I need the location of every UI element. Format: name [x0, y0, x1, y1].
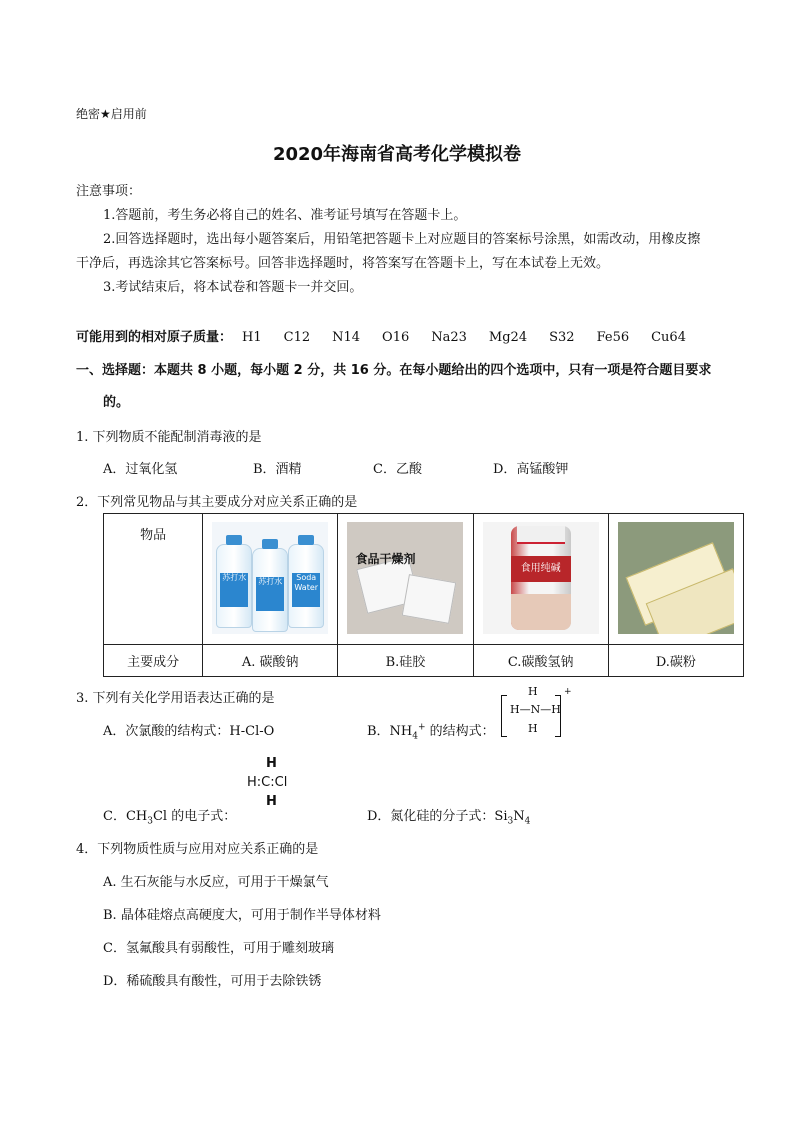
item-cell-d: [608, 514, 743, 645]
item-cell-a: [203, 514, 338, 645]
component-a: A. 碳酸钠: [203, 645, 338, 677]
q1-option-b: B．酒精: [253, 462, 302, 477]
component-b: B.硅胶: [338, 645, 473, 677]
desiccant-photo: [347, 522, 463, 634]
note-item-3: 3.考试结束后，将本试卷和答题卡一并交回。: [103, 280, 363, 295]
row-label-components: 主要成分: [104, 645, 203, 677]
mass-na: Na23: [431, 330, 467, 345]
mass-cu: Cu64: [651, 330, 686, 345]
section-heading: 一、选择题：本题共 8 小题，每小题 2 分，共 16 分。在每小题给出的四个选项中，只有一项是符合题目要求: [76, 363, 712, 378]
section-heading-cont: 的。: [103, 395, 130, 410]
q1-option-c: C．乙酸: [373, 462, 422, 477]
component-d: D.碳粉: [608, 645, 743, 677]
q3-option-b: B．$NH_4^+$ 的结构式：: [367, 722, 495, 742]
mass-c: C12: [283, 330, 311, 345]
mass-fe: Fe56: [596, 330, 630, 345]
mass-s: S32: [549, 330, 575, 345]
baking-soda-photo: [483, 522, 599, 634]
mass-mg: Mg24: [488, 330, 528, 345]
q4-stem: 4．下列物质性质与应用对应关系正确的是: [76, 842, 319, 857]
item-cell-c: [473, 514, 608, 645]
desiccant-label: 食品干燥剂: [355, 552, 416, 566]
bottle-label: 苏打水: [220, 573, 248, 607]
masses-label: 可能用到的相对原子质量：: [76, 330, 233, 345]
bottle-label: 苏打水: [256, 577, 284, 611]
jar-label: 食用纯碱: [511, 556, 571, 582]
q2-stem: 2．下列常见物品与其主要成分对应关系正确的是: [76, 495, 358, 510]
q2-table: [103, 513, 744, 677]
ammonium-structure: H H—N—H H +: [501, 685, 571, 737]
q4-option-d: D．稀硫酸具有酸性，可用于去除铁锈: [103, 974, 322, 989]
q1-option-a: A．过氧化氢: [103, 462, 178, 477]
atomic-masses: [76, 326, 708, 345]
component-c: C.碳酸氢钠: [473, 645, 608, 677]
note-item-2-cont: 干净后，再选涂其它答案标号。回答非选择题时，将答案写在答题卡上，写在本试卷上无效。: [76, 256, 610, 271]
row-label-items: 物品: [104, 514, 203, 645]
q1-stem: 1. 下列物质不能配制消毒液的是: [76, 430, 262, 445]
bottle-label-en: Soda Water: [292, 573, 320, 607]
item-cell-b: [338, 514, 473, 645]
q1-option-d: D．高锰酸钾: [493, 462, 569, 477]
carbon-packet-photo: [618, 522, 734, 634]
confidential-mark: 绝密★启用前: [76, 107, 147, 121]
note-item-2: 2.回答选择题时，选出每小题答案后，用铅笔把答题卡上对应题目的答案标号涂黑，如需改动，用橡皮擦: [103, 232, 701, 247]
mass-h: H1: [242, 330, 262, 345]
q4-option-b: B. 晶体硅熔点高硬度大，可用于制作半导体材料: [103, 908, 381, 923]
ch3cl-electron-dot: H H:C:Cl H: [247, 756, 288, 809]
q3-option-c: C．$CH_3Cl$ 的电子式：: [103, 809, 237, 827]
q3-option-a: A．次氯酸的结构式：H-Cl-O: [103, 724, 275, 739]
q3-option-d: D．氮化硅的分子式：$Si_3N_4$: [367, 809, 531, 827]
q4-option-c: C．氢氟酸具有弱酸性，可用于雕刻玻璃: [103, 941, 334, 956]
mass-n: N14: [332, 330, 361, 345]
q4-option-a: A. 生石灰能与水反应，可用于干燥氯气: [103, 875, 329, 890]
note-item-1: 1.答题前，考生务必将自己的姓名、准考证号填写在答题卡上。: [103, 208, 467, 223]
notes-heading: 注意事项：: [76, 184, 142, 199]
soda-water-photo: [212, 522, 328, 634]
q3-stem: 3. 下列有关化学用语表达正确的是: [76, 691, 275, 706]
page-title: 2020年海南省高考化学模拟卷: [272, 144, 522, 165]
mass-o: O16: [382, 330, 410, 345]
